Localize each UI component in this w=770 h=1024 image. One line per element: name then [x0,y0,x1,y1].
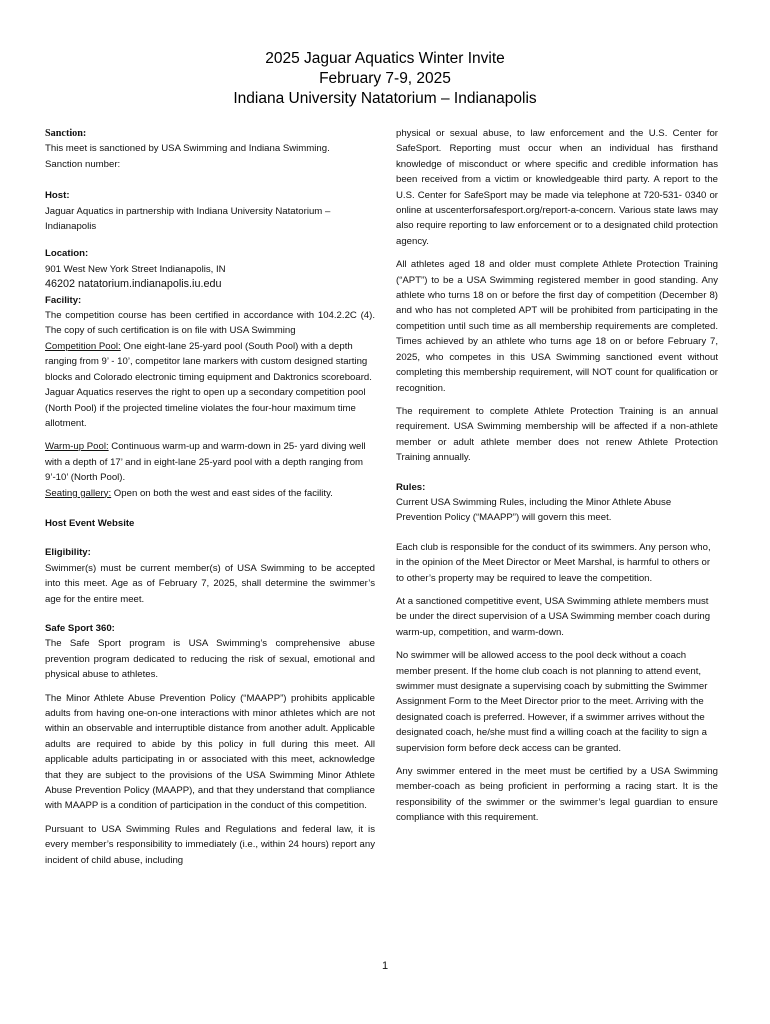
competition-pool-paragraph [45,339,375,431]
seating-gallery-label: Seating gallery: [45,487,112,499]
coach-supervision-text: At a sanctioned competitive event, USA Swimming athlete members must be under the direct supervision of a USA Swimming member coach during warm-up, competition, and warm-down. [396,595,711,638]
sanction-number: Sanction number: [45,158,121,170]
left-column [45,126,375,868]
sanction-text: This meet is sanctioned by USA Swimming and Indiana Swimming. [45,143,330,155]
meet-venue: Indiana University Natatorium – Indianapolis [233,90,537,107]
maapp-text: The Minor Athlete Abuse Prevention Policy (“MAAPP”) prohibits applicable adults from having one-on-one interactions with minor athletes which are not within an observable and interruptible distance from another adult. Applicable adults are required to abide by this policy in full during this meet. All applicable adults participating in or associated with this meet, acknowledge that they are subject to the provisions of the USA Swimming Minor Athlete Abuse Prevention Policy (MAAPP), and that they understand that compliance with MAAPP is a condition of participation in the conduct of this competition. [45,692,375,812]
rules-heading: Rules: [396,481,426,493]
host-event-website-heading: Host Event Website [45,517,135,529]
location-line1: 901 West New York Street Indianapolis, IN [45,263,226,275]
racing-start-certification-text: Any swimmer entered in the meet must be certified by a USA Swimming member-coach as being proficient in performing a racing start. It is the responsibility of the swimmer or the swimmer’s legal guardian to ensure compliance with this requirement. [396,766,718,824]
abuse-reporting-continued-text: physical or sexual abuse, to law enforcement and the U.S. Center for SafeSport. Reporting must occur when an individual has firsthand knowledge of misconduct or where specific and credible information has been received from a victim or knowledgeable third party. A report to the U.S. Center for SafeSport may be made via telephone at 720-531- 0340 or online at uscenterforsafesport.org/report-a-concern. Various state laws may also require reporting to law enforcement or to a designated child protection agency. [396,128,718,247]
safe-sport-text: The Safe Sport program is USA Swimming’s comprehensive abuse prevention program dedicated to reducing the risk of sexual, emotional and physical abuse to athletes. [45,638,375,681]
meet-title: 2025 Jaguar Aquatics Winter Invite [265,50,505,67]
meet-dates: February 7-9, 2025 [319,70,451,87]
competition-pool-label: Competition Pool: [45,340,121,352]
seating-gallery-text: Open on both the west and east sides of the facility. [111,487,333,499]
sanction-heading: Sanction: [45,128,87,139]
location-heading: Location: [45,248,89,260]
host-text: Jaguar Aquatics in partnership with Indiana University Natatorium – Indianapolis [45,205,331,233]
competition-pool-text: One eight-lane 25-yard pool (South Pool) with a depth ranging from 9’ - 10’, competitor lane markers with custom designed starting blocks and Colorado electronic timing equipment and Daktronics scoreboard. Jaguar Aquatics reserves the right to open up a secondary competition pool (North Pool) if the projected timeline violates the four-hour maximum time allotment. [45,340,372,429]
reporting-text: Pursuant to USA Swimming Rules and Regulations and federal law, it is every member’s responsibility to immediately (i.e., within 24 hours) report any incident of child abuse, including [45,823,375,866]
pool-deck-access-text: No swimmer will be allowed access to the pool deck without a coach member present. If the home club coach is not planning to attend event, swimmer must designate a supervising coach by submitting the Swimmer Assignment Form to the Meet Director prior to the meet. Arriving with the designated coach is preferred. However, if a swimmer arrives without the designated coach, he/she must find a willing coach at the facility to sign a supervision form before deck access can be granted. [396,650,708,754]
seating-gallery-paragraph [45,486,375,501]
facility-heading: Facility: [45,294,82,306]
rules-text: Current USA Swimming Rules, including the Minor Athlete Abuse Prevention Policy (“MAAPP”) will govern this meet. [396,496,672,524]
safe-sport-heading: Safe Sport 360: [45,622,115,634]
warmup-pool-paragraph [45,439,375,485]
page-number: 1 [381,960,389,972]
club-conduct-text: Each club is responsible for the conduct of its swimmers. Any person who, in the opinion of the Meet Director or Meet Marshal, is harmful to others or to other’s property may be required to leave the competition. [396,541,711,584]
location-line2: 46202 natatorium.indianapolis.iu.edu [45,278,222,291]
right-column [396,126,718,826]
apt-annual-text: The requirement to complete Athlete Protection Training is an annual requirement. USA Swimming membership will be affected if a non-athlete member or adult athlete member does not renew Athlete Protection Training annually. [396,405,718,464]
host-heading: Host: [45,190,70,202]
apt-requirement-text: All athletes aged 18 and older must complete Athlete Protection Training (“APT”) to be a USA Swimming registered member in good standing. Any athlete who turns 18 on or before the first day of competition (December 8) and who has not completed APT will be prohibited from participating in the competition until such time as all membership requirements are completed. Times achieved by an athlete who turns age 18 on or before February 7, 2025, who competes in this USA Swimming sanctioned event without completing this membership requirement, will NOT count for qualification or recognition. [396,259,718,394]
warmup-pool-label: Warm-up Pool: [45,441,109,453]
document-header [0,49,770,109]
eligibility-text: Swimmer(s) must be current member(s) of USA Swimming to be accepted into this meet. Age as of February 7, 2025, shall determine the swimmer’s age for the entire meet. [45,562,375,605]
warmup-pool-text: Continuous warm-up and warm-down in 25- yard diving well with a depth of 17’ and in eight-lane 25-yard pool with a depth ranging from 9’-10’ (North Pool). [45,441,366,484]
facility-text: The competition course has been certified in accordance with 104.2.2C (4). The copy of such certification is on file with USA Swimming [45,310,375,337]
eligibility-heading: Eligibility: [45,547,91,559]
